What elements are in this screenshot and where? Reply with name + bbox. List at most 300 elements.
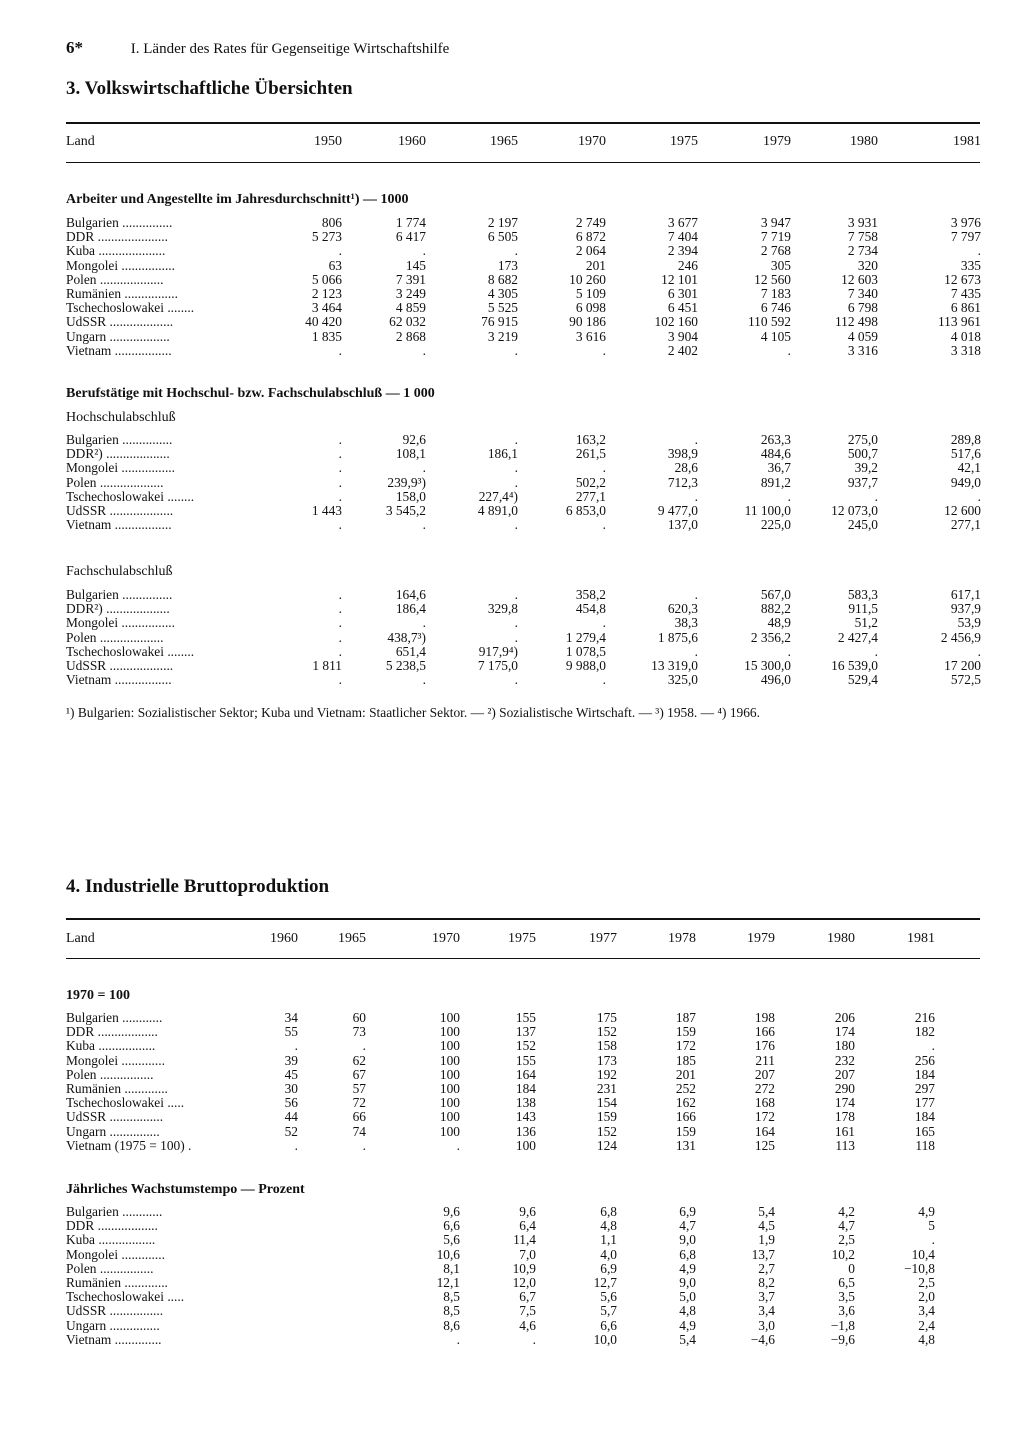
table-cell: 8,5 (443, 1303, 460, 1319)
row-label: DDR ..................... (66, 229, 168, 245)
table-cell: 7 404 (667, 229, 698, 245)
table-cell: 2 064 (575, 243, 606, 259)
table-row (66, 1262, 980, 1276)
table-cell: 100 (439, 1024, 460, 1040)
table-cell: 10 260 (569, 271, 606, 287)
table-cell: 186,4 (395, 601, 426, 617)
table-row (66, 1082, 980, 1096)
table-cell: 6 505 (487, 229, 518, 245)
row-label: UdSSR ................... (66, 503, 174, 518)
table-cell: . (787, 643, 791, 659)
table-cell: 325,0 (667, 672, 698, 688)
table-cell: 8,2 (758, 1275, 775, 1290)
table-cell: 10,2 (831, 1246, 855, 1262)
table-row (66, 344, 980, 358)
table-row (66, 1333, 980, 1347)
table-cell: 7 391 (395, 271, 426, 287)
page-number: 6* (66, 38, 83, 57)
column-header-year: 1960 (398, 134, 426, 149)
table-cell: 500,7 (847, 446, 878, 462)
table-row (66, 1290, 980, 1304)
table-cell: 4,9 (679, 1317, 696, 1333)
table-cell: 162 (675, 1095, 696, 1111)
table-cell: 320 (857, 257, 878, 273)
table-cell: 7 758 (847, 229, 878, 245)
table-cell: 42,1 (957, 460, 981, 476)
table-cell: 3 677 (667, 215, 698, 230)
table-cell: 3 545,2 (385, 503, 426, 518)
row-label: Mongolei ............. (66, 1052, 165, 1068)
table-cell: 100 (439, 1052, 460, 1068)
table-cell: 90 186 (569, 314, 606, 330)
table-cell: 158 (596, 1038, 617, 1054)
table-row (66, 244, 980, 258)
table-row (66, 315, 980, 329)
table-cell: 4,8 (679, 1303, 696, 1319)
table-cell: 3 249 (395, 286, 426, 301)
table-cell: . (338, 432, 342, 447)
table-row (66, 273, 980, 287)
table-cell: 13,7 (751, 1246, 775, 1262)
row-label: DDR²) ................... (66, 446, 170, 462)
table-cell: 7 797 (950, 229, 981, 245)
table-cell: 152 (515, 1038, 536, 1054)
table-cell: 184 (515, 1081, 536, 1096)
table-cell: 529,4 (847, 672, 878, 688)
table-cell: 113 (835, 1137, 855, 1153)
table-cell: . (514, 672, 518, 688)
table-cell: 45 (284, 1066, 298, 1082)
table-cell: 100 (439, 1010, 460, 1025)
section4-column-header (66, 931, 980, 949)
table-cell: 164 (754, 1123, 775, 1139)
table-cell: 52 (284, 1123, 298, 1139)
table-row (66, 588, 980, 602)
table-cell: 2 868 (395, 328, 426, 344)
table-cell: 2,5 (918, 1275, 935, 1290)
table-row (66, 1248, 980, 1262)
row-label: Tschechoslowakei ........ (66, 300, 195, 316)
table-cell: 131 (675, 1137, 696, 1153)
table-row (66, 504, 980, 518)
table-cell: . (931, 1038, 935, 1054)
table-cell: 398,9 (667, 446, 698, 462)
table-cell: 10,4 (911, 1246, 935, 1262)
table-cell: 8,1 (443, 1260, 460, 1276)
table-cell: 4,8 (600, 1218, 617, 1234)
table-cell: . (602, 517, 606, 533)
table-cell: 39,2 (854, 460, 878, 476)
table-cell: . (514, 615, 518, 631)
table-cell: 174 (834, 1024, 855, 1040)
table-cell: 62 032 (389, 314, 426, 330)
table-cell: 583,3 (847, 587, 878, 602)
table-cell: 184 (914, 1109, 935, 1125)
row-label: Polen ................ (66, 1066, 154, 1082)
table-cell: 6,4 (519, 1218, 536, 1234)
table-cell: 5 238,5 (385, 658, 426, 673)
table-row (66, 1096, 980, 1110)
table-cell: 620,3 (667, 601, 698, 617)
table-cell: 154 (596, 1095, 617, 1111)
row-label: Bulgarien ............... (66, 587, 173, 602)
table-cell: . (787, 488, 791, 504)
table-cell: 125 (754, 1137, 775, 1153)
row-label: Vietnam (1975 = 100) . (66, 1137, 192, 1153)
table-cell: 1 279,4 (565, 629, 606, 645)
table-cell: 4,8 (918, 1331, 935, 1347)
table-cell: 10,6 (436, 1246, 460, 1262)
table-cell: −1,8 (830, 1317, 855, 1333)
table-cell: 6,8 (679, 1246, 696, 1262)
table-cell: 10,0 (593, 1331, 617, 1347)
table-cell: 44 (284, 1109, 298, 1125)
running-header (66, 38, 449, 58)
table-cell: 2 456,9 (940, 629, 981, 645)
table-cell: 173 (596, 1052, 617, 1068)
table-cell: 6 417 (395, 229, 426, 245)
table-cell: 3,4 (918, 1303, 935, 1319)
table-cell: 502,2 (575, 474, 606, 490)
section3-title: 3. Volkswirtschaftliche Übersichten (66, 78, 353, 99)
table-cell: 949,0 (950, 474, 981, 490)
table-cell: 164,6 (395, 587, 426, 602)
section3-sub2-title: Fachschulabschluß (66, 564, 173, 579)
table-cell: 112 498 (834, 314, 878, 330)
table-cell: 7 183 (760, 286, 791, 301)
table-row (66, 1205, 980, 1219)
table-cell: . (338, 460, 342, 476)
table-cell: 2,4 (918, 1317, 935, 1333)
table-cell: 7 175,0 (477, 658, 518, 673)
table-row (66, 230, 980, 244)
row-label: Tschechoslowakei ..... (66, 1095, 185, 1111)
column-header-year: 1980 (827, 931, 855, 946)
table-cell: 496,0 (760, 672, 791, 688)
table-cell: . (294, 1137, 298, 1153)
table-cell: 4 018 (950, 328, 981, 344)
table-cell: 5 066 (311, 271, 342, 287)
table-cell: . (514, 460, 518, 476)
column-header-land: Land (66, 931, 95, 946)
table-cell: 15 300,0 (744, 658, 791, 673)
table-cell: 60 (352, 1010, 366, 1025)
table-cell: 4,5 (758, 1218, 775, 1234)
table-cell: 329,8 (487, 601, 518, 617)
row-label: Vietnam ................. (66, 517, 172, 533)
table-cell: 2,0 (918, 1289, 935, 1305)
table-cell: 712,3 (667, 474, 698, 490)
table-cell: 911,5 (848, 601, 878, 617)
table-cell: 5 109 (575, 286, 606, 301)
table-cell: . (514, 342, 518, 358)
table-cell: . (514, 474, 518, 490)
row-label: Kuba .................... (66, 243, 166, 259)
table-cell: 4 105 (760, 328, 791, 344)
table-cell: 137 (515, 1024, 536, 1040)
row-label: Ungarn ............... (66, 1123, 160, 1139)
table-cell: −10,8 (904, 1260, 935, 1276)
table-cell: 186,1 (487, 446, 518, 462)
section3-block1-title: Arbeiter und Angestellte im Jahresdurchschnitt¹) — 1000 (66, 192, 409, 207)
column-header-year: 1977 (589, 931, 617, 946)
table-cell: . (362, 1038, 366, 1054)
table-cell: 6 798 (847, 300, 878, 316)
table-cell: . (422, 615, 426, 631)
table-cell: 3 904 (667, 328, 698, 344)
table-cell: . (362, 1137, 366, 1153)
table-cell: 92,6 (402, 432, 426, 447)
table-cell: 12 073,0 (831, 503, 878, 518)
table-cell: 164 (515, 1066, 536, 1082)
row-label: Rumänien ................ (66, 286, 178, 301)
table-cell: 57 (352, 1081, 366, 1096)
section4-block2-title: Jährliches Wachstumstempo — Prozent (66, 1182, 305, 1197)
table-cell: . (694, 432, 698, 447)
table-cell: 305 (770, 257, 791, 273)
chapter-title: I. Länder des Rates für Gegenseitige Wirtschaftshilfe (130, 41, 450, 57)
table-cell: . (422, 460, 426, 476)
table-cell: . (338, 342, 342, 358)
table-cell: 161 (834, 1123, 855, 1139)
table-cell: 275,0 (847, 432, 878, 447)
table-cell: 289,8 (950, 432, 981, 447)
table-cell: 155 (515, 1010, 536, 1025)
table-cell: 5,0 (679, 1289, 696, 1305)
table-cell: 617,1 (950, 587, 981, 602)
table-cell: 5,4 (679, 1331, 696, 1347)
table-cell: 6,9 (679, 1204, 696, 1219)
table-cell: 3,7 (758, 1289, 775, 1305)
column-header-year: 1975 (508, 931, 536, 946)
row-label: Bulgarien ............... (66, 432, 173, 447)
table-row (66, 1219, 980, 1233)
table-cell: 806 (321, 215, 342, 230)
table-cell: 201 (585, 257, 606, 273)
row-label: Mongolei ................ (66, 460, 175, 476)
table-cell: 166 (754, 1024, 775, 1040)
section3-header-rule (66, 162, 980, 163)
section3-block2-title: Berufstätige mit Hochschul- bzw. Fachschulabschluß — 1 000 (66, 386, 435, 401)
table-row (66, 301, 980, 315)
table-cell: 9 477,0 (657, 503, 698, 518)
table-cell: 651,4 (395, 643, 426, 659)
table-row (66, 673, 980, 687)
table-cell: 73 (352, 1024, 366, 1040)
table-cell: 67 (352, 1066, 366, 1082)
table-cell: 277,1 (950, 517, 981, 533)
table-cell: 3 976 (950, 215, 981, 230)
table-cell: 6,6 (600, 1317, 617, 1333)
table-cell: 917,9⁴) (478, 643, 518, 659)
table-cell: 4,0 (600, 1246, 617, 1262)
table-cell: 3 464 (311, 300, 342, 316)
row-label: Rumänien ............. (66, 1081, 168, 1096)
table-cell: 100 (439, 1123, 460, 1139)
table-cell: 206 (834, 1010, 855, 1025)
table-cell: 1 443 (311, 503, 342, 518)
row-label: Polen ................ (66, 1260, 154, 1276)
table-cell: 62 (352, 1052, 366, 1068)
table-cell: . (338, 601, 342, 617)
row-label: UdSSR ................... (66, 658, 174, 673)
row-label: Tschechoslowakei ........ (66, 488, 195, 504)
table-row (66, 1025, 980, 1039)
table-cell: 2 394 (667, 243, 698, 259)
table-cell: 100 (439, 1066, 460, 1082)
table-cell: 3 931 (847, 215, 878, 230)
table-row (66, 259, 980, 273)
table-cell: 201 (675, 1066, 696, 1082)
table-cell: 12 603 (841, 271, 878, 287)
table-cell: 13 319,0 (651, 658, 698, 673)
table-cell: . (694, 643, 698, 659)
section3-column-header (66, 134, 980, 152)
table-cell: 246 (677, 257, 698, 273)
table-row (66, 216, 980, 230)
table-row (66, 602, 980, 616)
table-cell: 100 (439, 1109, 460, 1125)
section4-title: 4. Industrielle Bruttoproduktion (66, 876, 330, 897)
table-cell: 2,7 (758, 1260, 775, 1276)
table-cell: 211 (755, 1052, 775, 1068)
table-cell: 172 (675, 1038, 696, 1054)
table-cell: . (514, 587, 518, 602)
table-cell: . (456, 1137, 460, 1153)
table-cell: 40 420 (305, 314, 342, 330)
table-cell: 12,1 (436, 1275, 460, 1290)
table-cell: 6 861 (950, 300, 981, 316)
table-cell: 158,0 (395, 488, 426, 504)
row-label: Mongolei ............. (66, 1246, 165, 1262)
table-cell: 159 (596, 1109, 617, 1125)
table-cell: 937,9 (950, 601, 981, 617)
table-cell: 2 427,4 (837, 629, 878, 645)
row-label: Ungarn .................. (66, 328, 170, 344)
section3-top-rule (66, 122, 980, 124)
table-cell: 4,6 (519, 1317, 536, 1333)
table-cell: 184 (914, 1066, 935, 1082)
column-header-year: 1950 (314, 134, 342, 149)
table-cell: 3 616 (575, 328, 606, 344)
table-cell: 891,2 (760, 474, 791, 490)
table-cell: . (694, 488, 698, 504)
column-header-year: 1960 (270, 931, 298, 946)
table-cell: 2 749 (575, 215, 606, 230)
table-cell: 2 734 (847, 243, 878, 259)
row-label: Ungarn ............... (66, 1317, 160, 1333)
table-cell: 572,5 (950, 672, 981, 688)
table-cell: 113 961 (937, 314, 981, 330)
table-cell: . (338, 587, 342, 602)
row-label: DDR .................. (66, 1218, 158, 1234)
table-cell: 4,9 (918, 1204, 935, 1219)
table-cell: −9,6 (830, 1331, 855, 1347)
column-header-year: 1978 (668, 931, 696, 946)
table-row (66, 447, 980, 461)
table-cell: 12 673 (944, 271, 981, 287)
table-cell: 517,6 (950, 446, 981, 462)
table-cell: 55 (284, 1024, 298, 1040)
table-cell: 56 (284, 1095, 298, 1111)
table-row (66, 287, 980, 301)
table-cell: 3,6 (838, 1303, 855, 1319)
table-cell: 176 (754, 1038, 775, 1054)
table-row (66, 616, 980, 630)
table-row (66, 1054, 980, 1068)
table-cell: 74 (352, 1123, 366, 1139)
table-cell: . (338, 243, 342, 259)
section3-footnote: ¹) Bulgarien: Sozialistischer Sektor; Kuba und Vietnam: Staatlicher Sektor. — ²) Sozialistische Wirtschaft. — ³) 1958. — ⁴) 1966. (66, 705, 760, 720)
table-row (66, 1139, 980, 1153)
table-cell: 39 (284, 1052, 298, 1068)
table-cell: 17 200 (944, 658, 981, 673)
table-cell: 178 (834, 1109, 855, 1125)
row-label: Vietnam ................. (66, 672, 172, 688)
table-cell: 34 (284, 1010, 298, 1025)
table-cell: 143 (515, 1109, 536, 1125)
table-cell: 76 915 (481, 314, 518, 330)
table-cell: 6 872 (575, 229, 606, 245)
table-cell: 4 891,0 (477, 503, 518, 518)
table-cell: 5,6 (600, 1289, 617, 1305)
table-cell: . (294, 1038, 298, 1054)
table-cell: 484,6 (760, 446, 791, 462)
table-cell: 6 451 (667, 300, 698, 316)
table-cell: 198 (754, 1010, 775, 1025)
table-cell: 28,6 (674, 460, 698, 476)
table-cell: 38,3 (674, 615, 698, 631)
table-cell: . (514, 243, 518, 259)
table-cell: 12 560 (754, 271, 791, 287)
column-header-year: 1981 (953, 134, 981, 149)
table-row (66, 1304, 980, 1318)
table-cell: 1 811 (312, 658, 342, 673)
table-cell: . (602, 672, 606, 688)
row-label: Tschechoslowakei ..... (66, 1289, 185, 1305)
column-header-year: 1970 (432, 931, 460, 946)
table-cell: 2 402 (667, 342, 698, 358)
table-cell: 882,2 (760, 601, 791, 617)
table-cell: 358,2 (575, 587, 606, 602)
table-cell: . (532, 1331, 536, 1347)
row-label: Tschechoslowakei ........ (66, 643, 195, 659)
table-row (66, 631, 980, 645)
table-cell: 4 305 (487, 286, 518, 301)
table-cell: 6,6 (443, 1218, 460, 1234)
table-cell: 239,9³) (387, 474, 426, 490)
table-cell: 216 (914, 1010, 935, 1025)
table-cell: 7 340 (847, 286, 878, 301)
table-cell: 9 988,0 (565, 658, 606, 673)
table-cell: 6 746 (760, 300, 791, 316)
table-cell: 1,1 (600, 1232, 617, 1248)
table-cell: 6 301 (667, 286, 698, 301)
table-cell: . (338, 488, 342, 504)
table-row (66, 1110, 980, 1124)
table-cell: 6 098 (575, 300, 606, 316)
table-cell: 227,4⁴) (478, 488, 518, 504)
table-cell: 7 719 (760, 229, 791, 245)
column-header-year: 1979 (747, 931, 775, 946)
table-cell: 297 (914, 1081, 935, 1096)
column-header-year: 1975 (670, 134, 698, 149)
table-cell: . (514, 517, 518, 533)
table-cell: 124 (596, 1137, 617, 1153)
table-cell: 290 (834, 1081, 855, 1096)
table-row (66, 518, 980, 532)
table-cell: 8 682 (487, 271, 518, 287)
